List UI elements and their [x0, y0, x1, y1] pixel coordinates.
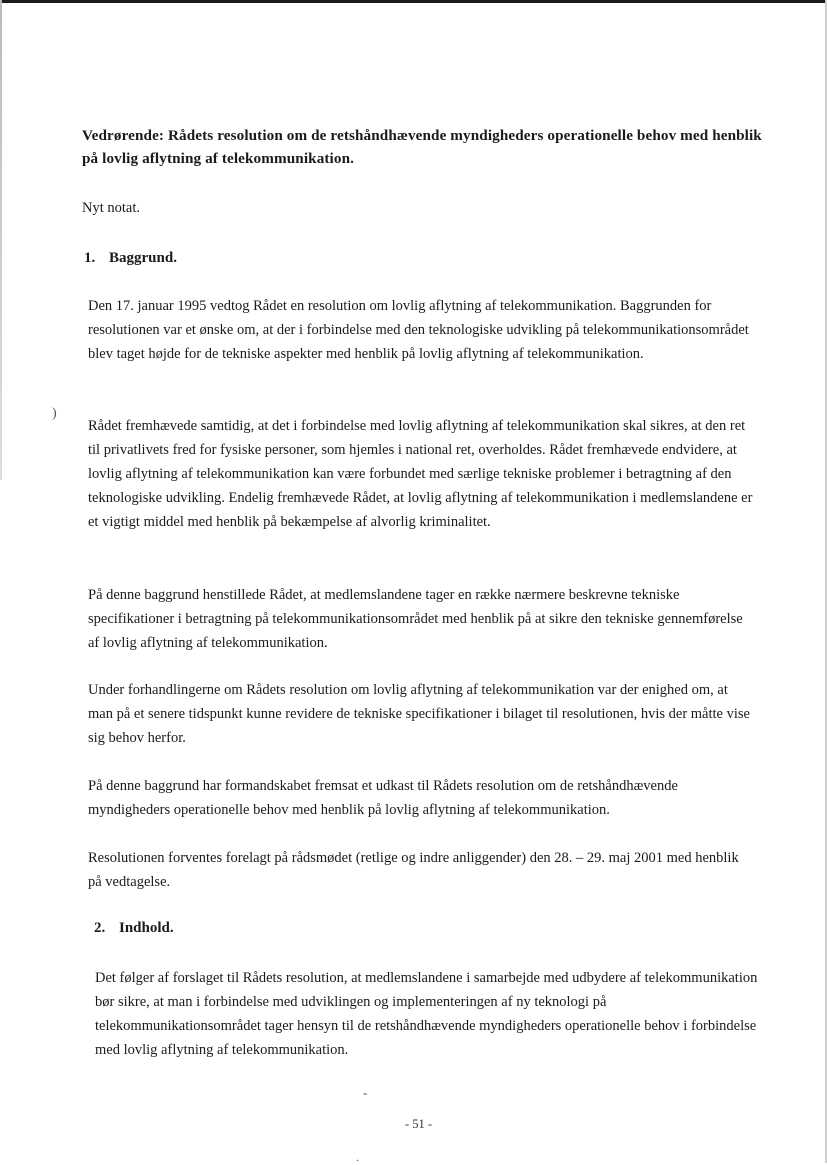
paragraph-2: Rådet fremhævede samtidig, at det i forbindelse med lovlig aflytning af telekommunikation skal sikres, at den ret til privatlivets fred for fysiske personer, som hjemles i national ret, overholdes. Rådet fremhævede endvidere, at lovlig aflytning af telekommunikation kan være forbundet med særlige tekniske problemer i betragtning af den teknologiske udvikling. Endelig fremhævede Rådet, at lovlig aflytning af telekommunikation i medlemslandene er et vigtigt middel med henblik på bekæmpelse af alvorlig kriminalitet.: [88, 418, 753, 530]
note-label: Nyt notat.: [82, 200, 140, 216]
paragraph-3: På denne baggrund henstillede Rådet, at medlemslandene tager en række nærmere beskrevne tekniske specifikationer i betragtning på telekommunikationsområdet med henblik på at sikre den tekniske gennemførelse af lovlig aflytning af telekommunikation.: [88, 587, 743, 651]
paragraph-7: Det følger af forslaget til Rådets resolution, at medlemslandene i samarbejde med udbydere af telekommunikation bør sikre, at man i forbindelse med udviklingen og implementeringen af ny teknologi på telekommunikationsområdet tager hensyn til de retshåndhævende myndigheders operationelle behov i forbindelse med lovlig aflytning af telekommunikation.: [95, 970, 758, 1058]
paragraph-5: På denne baggrund har formandskabet fremsat et udkast til Rådets resolution om de retshåndhævende myndigheders operationelle behov med henblik på lovlig aflytning af telekommunikation.: [88, 778, 678, 818]
scan-dot-mark: .: [356, 1150, 359, 1164]
scan-mark: ): [52, 406, 57, 421]
paragraph-4: Under forhandlingerne om Rådets resolution om lovlig aflytning af telekommunikation var der enighed om, at man på et senere tidspunkt kunne revidere de tekniske specifikationer i bilaget til resolutionen, hvis der måtte vise sig behov herfor.: [88, 682, 750, 746]
paragraph-6: Resolutionen forventes forelagt på rådsmødet (retlige og indre anliggender) den 28. – 29. maj 2001 med henblik på vedtagelse.: [88, 850, 739, 890]
section-number: 1.: [84, 250, 96, 266]
section-title: Indhold.: [119, 920, 174, 936]
paragraph-1: Den 17. januar 1995 vedtog Rådet en resolution om lovlig aflytning af telekommunikation. Baggrunden for resolutionen var et ønske om, at der i forbindelse med den teknologiske udvikling på telekommunikationsområdet blev taget højde for de tekniske aspekter med henblik på lovlig aflytning af telekommunikation.: [88, 298, 749, 362]
scan-left-edge: [0, 0, 2, 480]
scan-dash-mark: -: [363, 1085, 368, 1100]
section-title: Baggrund.: [109, 250, 177, 266]
section-heading-baggrund: [84, 250, 177, 267]
document-heading: Vedrørende: Rådets resolution om de retshåndhævende myndigheders operationelle behov med henblik på lovlig aflytning af telekommunikation.: [82, 127, 762, 167]
section-number: 2.: [94, 920, 106, 936]
section-heading-indhold: [94, 920, 174, 937]
scan-top-edge: [0, 0, 827, 3]
page-number: - 51 -: [405, 1117, 433, 1131]
